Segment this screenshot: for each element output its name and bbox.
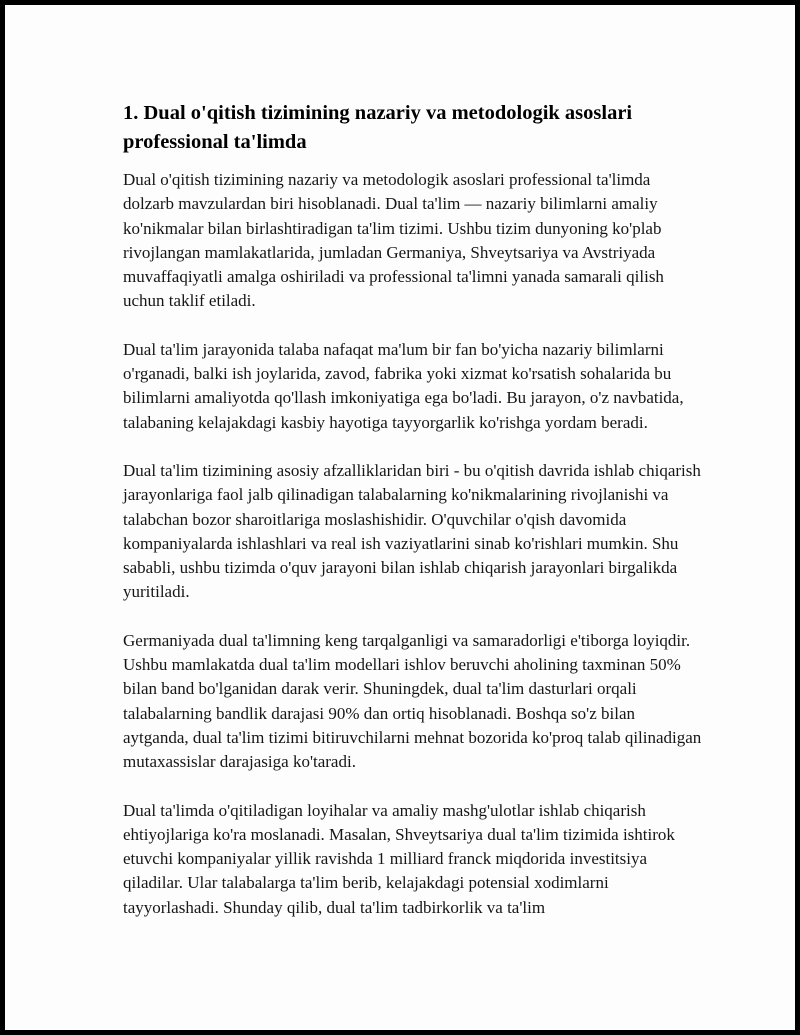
section-heading: 1. Dual o'qitish tizimining nazariy va metodologik asoslari professional ta'limda — [123, 102, 633, 153]
paragraph-1: Dual o'qitish tizimining nazariy va metodologik asoslari professional ta'limda dolzarb mavzulardan biri hisoblanadi. Dual ta'lim — nazariy bilimlarni amaliy ko'nikmalar bilan birlashtiradigan ta'lim tizimi. Ushbu tizim dunyoning ko'plab rivojlangan mamlakatlarida, jumladan Germaniya, Shveytsariya va Avstriyada muvaffaqiyatli amalga oshiriladi va professional ta'limni yanada samarali qilish uchun taklif etiladi. — [123, 170, 664, 311]
paragraph-2: Dual ta'lim jarayonida talaba nafaqat ma'lum bir fan bo'yicha nazariy bilimlarni o'rganadi, balki ish joylarida, zavod, fabrika yoki xizmat ko'rsatish sohalarida bu bilimlarni amaliyotda qo'llash imkoniyatiga ega bo'ladi. Bu jarayon, o'z navbatida, talabaning kelajakdagi kasbiy hayotiga tayyorgarlik ko'rishga yordam beradi. — [123, 339, 684, 432]
paragraph-4: Germaniyada dual ta'limning keng tarqalganligi va samaradorligi e'tiborga loyiqdir. Ushbu mamlakatda dual ta'lim modellari ishlov beruvchi aholining taxminan 50% bilan band bo'lganidan darak verir. Shuningdek, dual ta'lim dasturlari orqali talabalarning bandlik darajasi 90% dan ortiq hisoblanadi. Boshqa so'z bilan aytganda, dual ta'lim tizimi bitiruvchilarni mehnat bozorida ko'proq talab qilinadigan mutaxassislar darajasiga ko'taradi. — [123, 630, 702, 772]
document-body — [123, 99, 703, 920]
paragraph-3: Dual ta'lim tizimining asosiy afzalliklaridan biri - bu o'qitish davrida ishlab chiqarish jarayonlariga faol jalb qilinadigan talabalarning ko'nikmalarining rivojlanishi va talabchan bozor sharoitlariga moslashishidir. O'quvchilar o'qish davomida kompaniyalarda ishlashlari va real ish vaziyatlarini sinab ko'rishlari mumkin. Shu sababli, ushbu tizimda o'quv jarayoni bilan ishlab chiqarish jarayonlari birgalikda yuritiladi. — [123, 460, 701, 602]
paragraph-5: Dual ta'limda o'qitiladigan loyihalar va amaliy mashg'ulotlar ishlab chiqarish ehtiyojlariga ko'ra moslanadi. Masalan, Shveytsariya dual ta'lim tizimida ishtirok etuvchi kompaniyalar yillik ravishda 1 milliard franck miqdorida investitsiya qiladilar. Ular talabalarga ta'lim berib, kelajakdagi potensial xodimlarni tayyorlashadi. Shunday qilib, dual ta'lim tadbirkorlik va ta'lim — [123, 800, 675, 917]
